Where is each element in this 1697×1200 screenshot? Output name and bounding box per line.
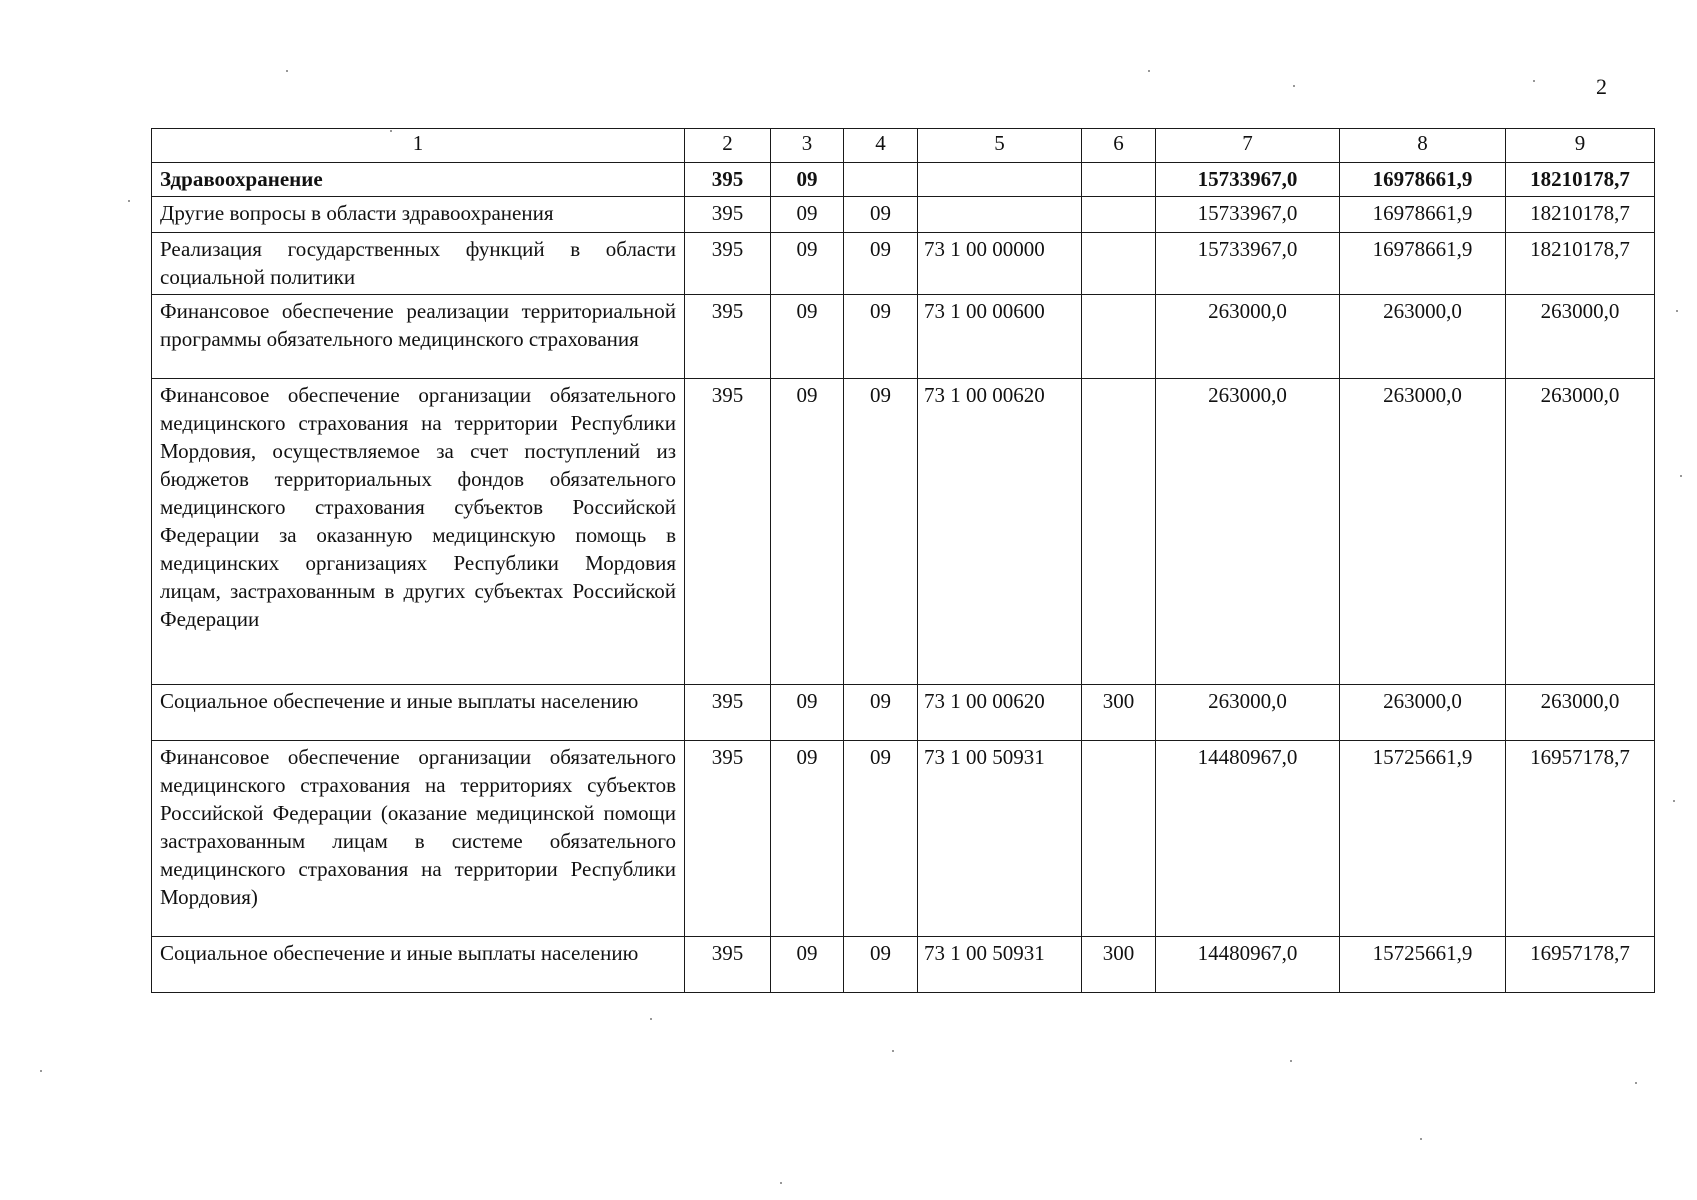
amount-year3-cell: 18210178,7 <box>1506 197 1655 233</box>
amount-year3-cell: 16957178,7 <box>1506 741 1655 937</box>
expense-type-cell <box>1082 197 1156 233</box>
admin-code-cell: 395 <box>685 685 771 741</box>
header-cell-3: 3 <box>771 129 844 163</box>
header-cell-7: 7 <box>1156 129 1340 163</box>
target-article-cell: 73 1 00 00000 <box>918 233 1082 295</box>
section-cell: 09 <box>771 197 844 233</box>
admin-code-cell: 395 <box>685 379 771 685</box>
amount-year3-cell: 18210178,7 <box>1506 163 1655 197</box>
header-cell-1: 1 <box>152 129 685 163</box>
section-cell: 09 <box>771 163 844 197</box>
section-cell: 09 <box>771 295 844 379</box>
amount-year2-cell: 16978661,9 <box>1340 233 1506 295</box>
header-cell-8: 8 <box>1340 129 1506 163</box>
amount-year3-cell: 18210178,7 <box>1506 233 1655 295</box>
subsection-cell: 09 <box>844 197 918 233</box>
expense-type-cell <box>1082 163 1156 197</box>
subsection-cell: 09 <box>844 741 918 937</box>
admin-code-cell: 395 <box>685 937 771 993</box>
expense-type-cell: 300 <box>1082 937 1156 993</box>
expense-type-cell <box>1082 741 1156 937</box>
table-row <box>152 937 1655 993</box>
header-cell-9: 9 <box>1506 129 1655 163</box>
amount-year2-cell: 16978661,9 <box>1340 197 1506 233</box>
amount-year1-cell: 15733967,0 <box>1156 163 1340 197</box>
page-number: 2 <box>1596 74 1607 99</box>
budget-table <box>151 128 1655 993</box>
item-name-cell: Социальное обеспечение и иные выплаты населению <box>152 937 685 993</box>
table-body <box>152 129 1655 993</box>
target-article-cell: 73 1 00 50931 <box>918 937 1082 993</box>
section-cell: 09 <box>771 685 844 741</box>
amount-year2-cell: 15725661,9 <box>1340 937 1506 993</box>
expense-type-cell <box>1082 379 1156 685</box>
expense-type-cell <box>1082 233 1156 295</box>
amount-year2-cell: 263000,0 <box>1340 685 1506 741</box>
table-row <box>152 197 1655 233</box>
amount-year2-cell: 263000,0 <box>1340 295 1506 379</box>
expense-type-cell: 300 <box>1082 685 1156 741</box>
item-name-cell: Финансовое обеспечение организации обязательного медицинского страхования на территории Республики Мордовия, осуществляемое за счет поступлений из бюджетов территориальных фондов обязательного медицинского страхования субъектов Российской Федерации за оказанную медицинскую помощь в медицинских организациях Республики Мордовия лицам, застрахованным в других субъектах Российской Федерации <box>152 379 685 685</box>
header-row <box>152 129 1655 163</box>
amount-year1-cell: 263000,0 <box>1156 379 1340 685</box>
table-row <box>152 741 1655 937</box>
admin-code-cell: 395 <box>685 197 771 233</box>
amount-year2-cell: 263000,0 <box>1340 379 1506 685</box>
amount-year1-cell: 14480967,0 <box>1156 937 1340 993</box>
amount-year2-cell: 15725661,9 <box>1340 741 1506 937</box>
item-name-cell: Реализация государственных функций в области социальной политики <box>152 233 685 295</box>
header-cell-4: 4 <box>844 129 918 163</box>
target-article-cell <box>918 197 1082 233</box>
item-name-cell: Финансовое обеспечение организации обязательного медицинского страхования на территориях субъектов Российской Федерации (оказание медицинской помощи застрахованным лицам в системе обязательного медицинского страхования на территории Республики Мордовия) <box>152 741 685 937</box>
amount-year1-cell: 14480967,0 <box>1156 741 1340 937</box>
admin-code-cell: 395 <box>685 163 771 197</box>
amount-year3-cell: 263000,0 <box>1506 379 1655 685</box>
amount-year1-cell: 263000,0 <box>1156 685 1340 741</box>
amount-year3-cell: 263000,0 <box>1506 685 1655 741</box>
target-article-cell <box>918 163 1082 197</box>
admin-code-cell: 395 <box>685 233 771 295</box>
target-article-cell: 73 1 00 50931 <box>918 741 1082 937</box>
amount-year1-cell: 15733967,0 <box>1156 197 1340 233</box>
expense-type-cell <box>1082 295 1156 379</box>
item-name-cell: Здравоохранение <box>152 163 685 197</box>
header-cell-6: 6 <box>1082 129 1156 163</box>
header-cell-2: 2 <box>685 129 771 163</box>
table-row <box>152 295 1655 379</box>
subsection-cell: 09 <box>844 295 918 379</box>
admin-code-cell: 395 <box>685 741 771 937</box>
section-cell: 09 <box>771 741 844 937</box>
table-row <box>152 379 1655 685</box>
subsection-cell: 09 <box>844 937 918 993</box>
item-name-cell: Другие вопросы в области здравоохранения <box>152 197 685 233</box>
amount-year3-cell: 16957178,7 <box>1506 937 1655 993</box>
section-cell: 09 <box>771 379 844 685</box>
item-name-cell: Финансовое обеспечение реализации территориальной программы обязательного медицинского страхования <box>152 295 685 379</box>
amount-year1-cell: 263000,0 <box>1156 295 1340 379</box>
section-cell: 09 <box>771 937 844 993</box>
table-row <box>152 233 1655 295</box>
admin-code-cell: 395 <box>685 295 771 379</box>
amount-year3-cell: 263000,0 <box>1506 295 1655 379</box>
subsection-cell: 09 <box>844 685 918 741</box>
target-article-cell: 73 1 00 00600 <box>918 295 1082 379</box>
section-cell: 09 <box>771 233 844 295</box>
amount-year1-cell: 15733967,0 <box>1156 233 1340 295</box>
subsection-cell: 09 <box>844 379 918 685</box>
item-name-cell: Социальное обеспечение и иные выплаты населению <box>152 685 685 741</box>
subsection-cell: 09 <box>844 233 918 295</box>
table-row <box>152 163 1655 197</box>
target-article-cell: 73 1 00 00620 <box>918 685 1082 741</box>
table-row <box>152 685 1655 741</box>
target-article-cell: 73 1 00 00620 <box>918 379 1082 685</box>
amount-year2-cell: 16978661,9 <box>1340 163 1506 197</box>
header-cell-5: 5 <box>918 129 1082 163</box>
subsection-cell <box>844 163 918 197</box>
